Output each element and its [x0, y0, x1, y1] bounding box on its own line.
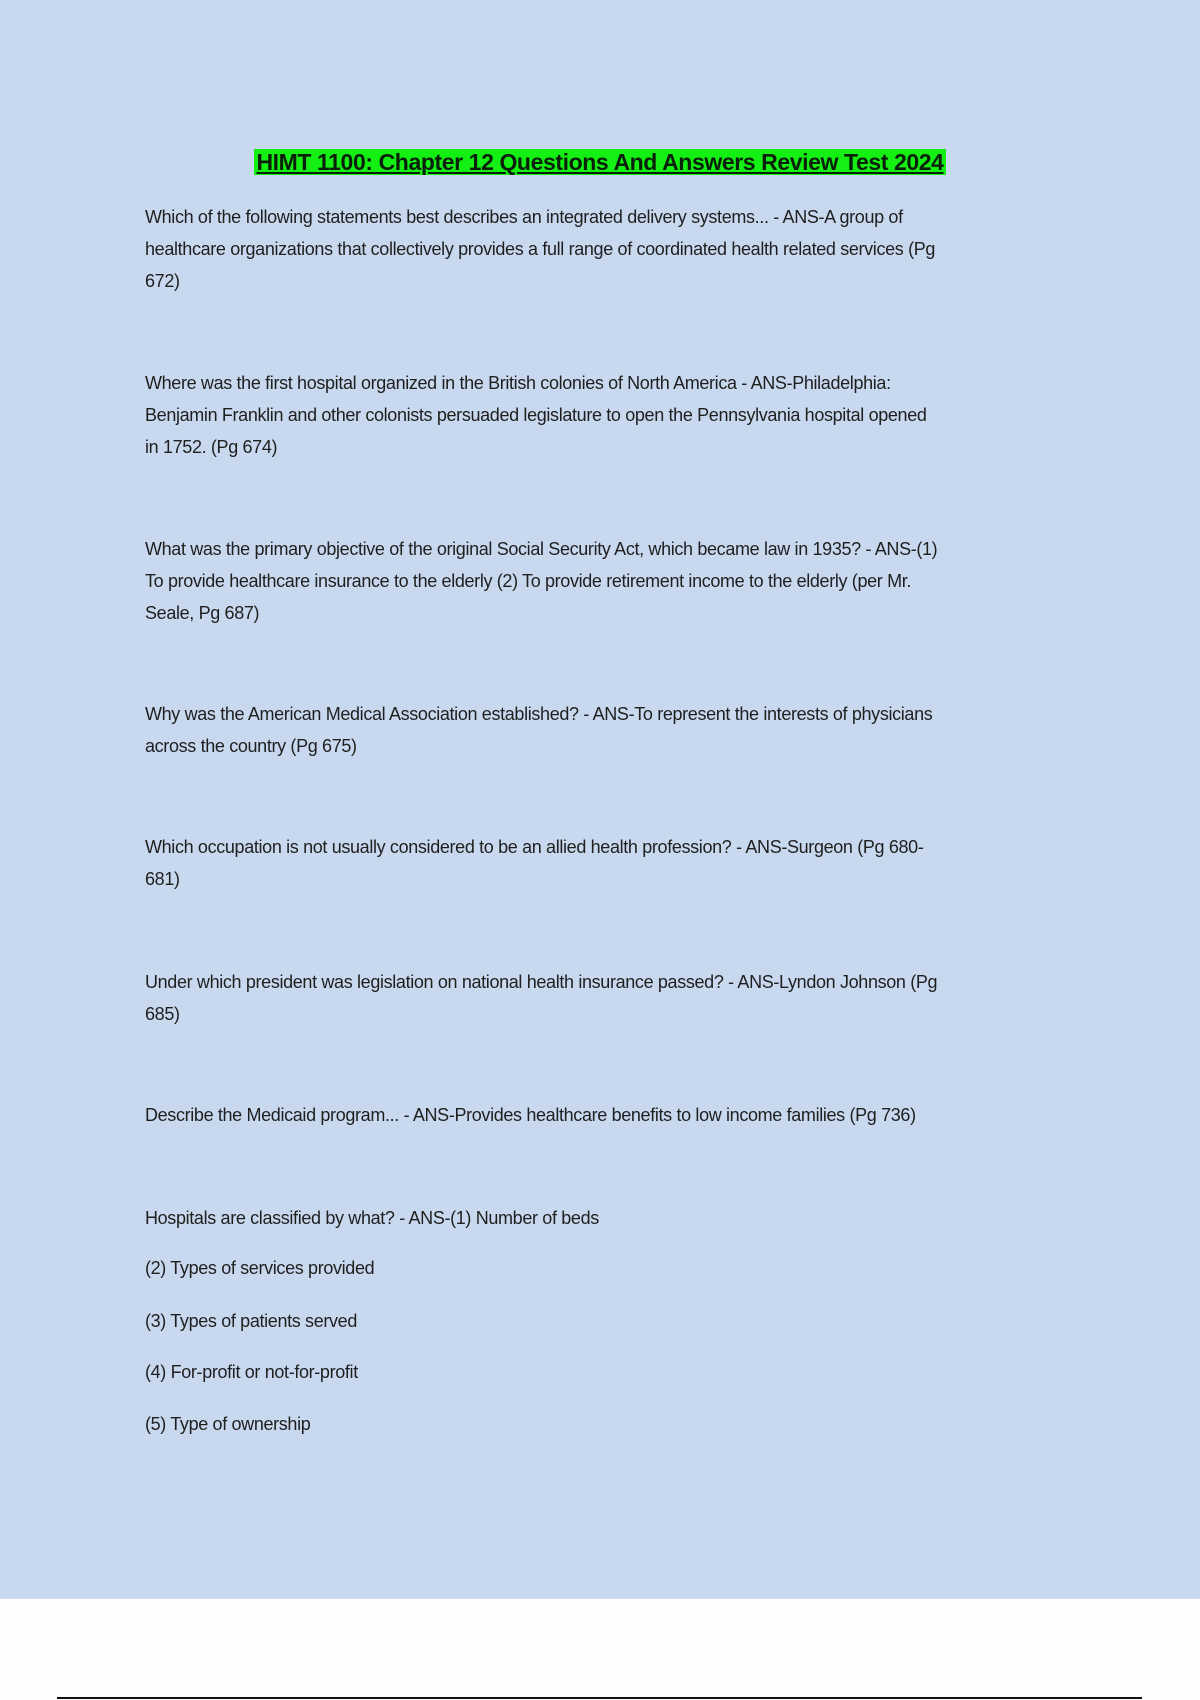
- title-text: HIMT 1100: Chapter 12 Questions And Answers Review Test 2024: [256, 149, 944, 175]
- text-line: Describe the Medicaid program... - ANS-Provides healthcare benefits to low income families (Pg 736): [145, 1105, 916, 1125]
- list-item: [145, 1408, 1105, 1440]
- page-divider: [57, 1697, 1142, 1699]
- text-line: To provide healthcare insurance to the elderly (2) To provide retirement income to the elderly (per Mr.: [145, 571, 912, 591]
- text-line: 672): [145, 271, 180, 291]
- text-line: Seale, Pg 687): [145, 603, 260, 623]
- text-line: (5) Type of ownership: [145, 1414, 311, 1434]
- qa-item-6: [145, 966, 1105, 1030]
- text-line: in 1752. (Pg 674): [145, 437, 278, 457]
- qa-item-8: [145, 1202, 1105, 1234]
- text-line: 681): [145, 869, 180, 889]
- text-line: Under which president was legislation on national health insurance passed? - ANS-Lyndon Johnson (Pg: [145, 972, 938, 992]
- text-line: Which of the following statements best describes an integrated delivery systems... - ANS-A group of: [145, 207, 903, 227]
- text-line: across the country (Pg 675): [145, 736, 357, 756]
- list-item: [145, 1305, 1105, 1337]
- list-item: [145, 1252, 1105, 1284]
- text-line: What was the primary objective of the original Social Security Act, which became law in 1935? - ANS-(1): [145, 539, 938, 559]
- text-line: healthcare organizations that collectively provides a full range of coordinated health related services (Pg: [145, 239, 936, 259]
- text-line: Benjamin Franklin and other colonists persuaded legislature to open the Pennsylvania hospital opened: [145, 405, 927, 425]
- text-line: (2) Types of services provided: [145, 1258, 375, 1278]
- text-line: Which occupation is not usually considered to be an allied health profession? - ANS-Surgeon (Pg 680-: [145, 837, 924, 857]
- text-line: (4) For-profit or not-for-profit: [145, 1362, 358, 1382]
- qa-item-4: [145, 698, 1105, 762]
- qa-item-1: [145, 201, 1105, 297]
- list-item: [145, 1356, 1105, 1388]
- text-line: (3) Types of patients served: [145, 1311, 357, 1331]
- qa-item-2: [145, 367, 1105, 463]
- text-line: Hospitals are classified by what? - ANS-(1) Number of beds: [145, 1208, 599, 1228]
- qa-item-7: [145, 1099, 1105, 1131]
- qa-item-5: [145, 831, 1105, 895]
- text-line: Where was the first hospital organized in the British colonies of North America - ANS-Philadelphia:: [145, 373, 891, 393]
- text-line: 685): [145, 1004, 180, 1024]
- document-title: [0, 149, 1200, 176]
- qa-item-3: [145, 533, 1105, 629]
- text-line: Why was the American Medical Association established? - ANS-To represent the interests of physicians: [145, 704, 933, 724]
